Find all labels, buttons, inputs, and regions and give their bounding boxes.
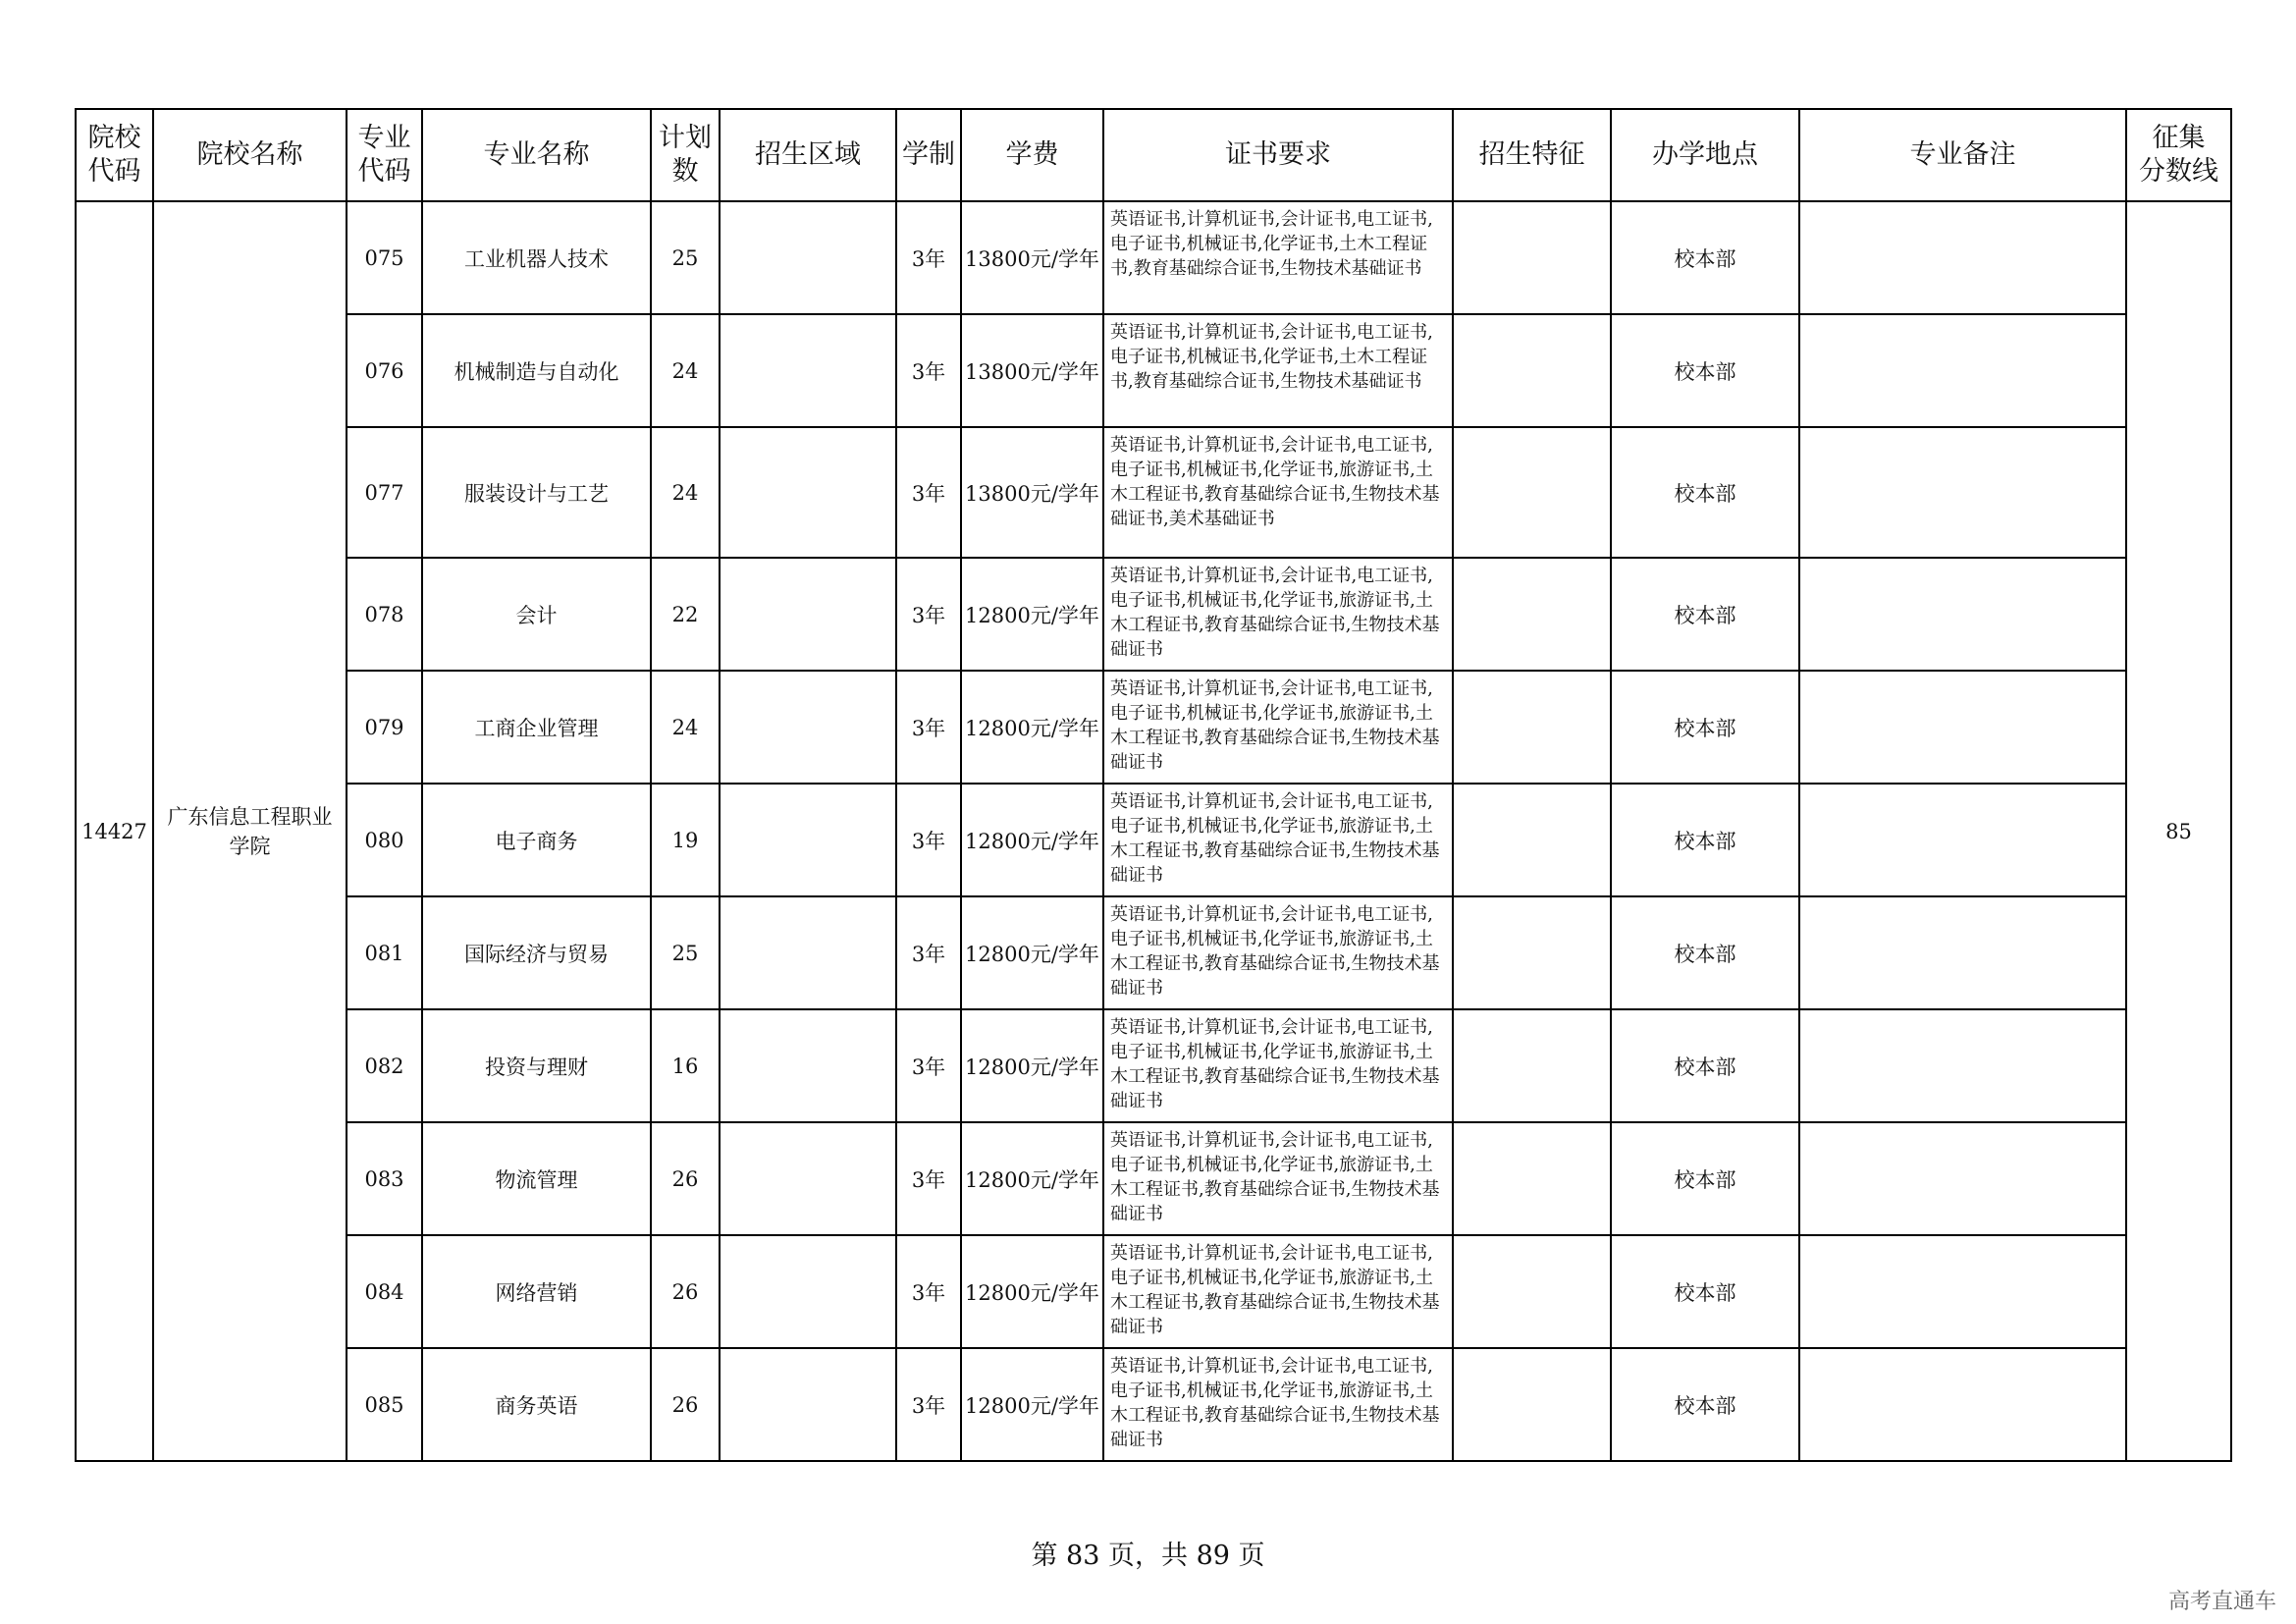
features-cell bbox=[1453, 1348, 1611, 1461]
location-cell: 校本部 bbox=[1611, 671, 1799, 784]
header-major-code: 专业 代码 bbox=[347, 109, 422, 201]
plan-count-cell: 26 bbox=[651, 1122, 720, 1235]
region-cell bbox=[720, 201, 896, 314]
region-cell bbox=[720, 1009, 896, 1122]
certificates-cell: 英语证书,计算机证书,会计证书,电工证书,电子证书,机械证书,化学证书,土木工程证书,教育基础综合证书,生物技术基础证书 bbox=[1103, 201, 1453, 314]
header-duration: 学制 bbox=[896, 109, 961, 201]
region-cell bbox=[720, 427, 896, 558]
location-cell: 校本部 bbox=[1611, 1009, 1799, 1122]
table-row bbox=[76, 896, 2231, 1009]
tuition-cell: 13800元/学年 bbox=[961, 427, 1103, 558]
features-cell bbox=[1453, 784, 1611, 896]
region-cell bbox=[720, 1235, 896, 1348]
table-row bbox=[76, 314, 2231, 427]
school-code-cell: 14427 bbox=[76, 201, 153, 1461]
major-name-cell: 国际经济与贸易 bbox=[422, 896, 651, 1009]
features-cell bbox=[1453, 314, 1611, 427]
duration-cell: 3年 bbox=[896, 896, 961, 1009]
region-cell bbox=[720, 558, 896, 671]
plan-count-cell: 19 bbox=[651, 784, 720, 896]
features-cell bbox=[1453, 671, 1611, 784]
tuition-cell: 12800元/学年 bbox=[961, 896, 1103, 1009]
remarks-cell bbox=[1799, 201, 2126, 314]
table-row bbox=[76, 1122, 2231, 1235]
major-code-cell: 083 bbox=[347, 1122, 422, 1235]
tuition-cell: 13800元/学年 bbox=[961, 201, 1103, 314]
certificates-cell: 英语证书,计算机证书,会计证书,电工证书,电子证书,机械证书,化学证书,旅游证书,土木工程证书,教育基础综合证书,生物技术基础证书 bbox=[1103, 671, 1453, 784]
region-cell bbox=[720, 1348, 896, 1461]
watermark-logo-text: 高考直通车 bbox=[2167, 1590, 2276, 1614]
major-code-cell: 076 bbox=[347, 314, 422, 427]
location-cell: 校本部 bbox=[1611, 427, 1799, 558]
header-certificates: 证书要求 bbox=[1103, 109, 1453, 201]
header-features: 招生特征 bbox=[1453, 109, 1611, 201]
plan-count-cell: 26 bbox=[651, 1348, 720, 1461]
region-cell bbox=[720, 671, 896, 784]
certificates-cell: 英语证书,计算机证书,会计证书,电工证书,电子证书,机械证书,化学证书,旅游证书,土木工程证书,教育基础综合证书,生物技术基础证书,美术基础证书 bbox=[1103, 427, 1453, 558]
major-code-cell: 085 bbox=[347, 1348, 422, 1461]
remarks-cell bbox=[1799, 558, 2126, 671]
header-plan-count: 计划 数 bbox=[651, 109, 720, 201]
location-cell: 校本部 bbox=[1611, 201, 1799, 314]
region-cell bbox=[720, 896, 896, 1009]
tuition-cell: 12800元/学年 bbox=[961, 1348, 1103, 1461]
certificates-cell: 英语证书,计算机证书,会计证书,电工证书,电子证书,机械证书,化学证书,旅游证书,土木工程证书,教育基础综合证书,生物技术基础证书 bbox=[1103, 1009, 1453, 1122]
remarks-cell bbox=[1799, 1009, 2126, 1122]
header-row bbox=[76, 109, 2231, 201]
major-name-cell: 网络营销 bbox=[422, 1235, 651, 1348]
remarks-cell bbox=[1799, 784, 2126, 896]
duration-cell: 3年 bbox=[896, 558, 961, 671]
region-cell bbox=[720, 1122, 896, 1235]
header-location: 办学地点 bbox=[1611, 109, 1799, 201]
certificates-cell: 英语证书,计算机证书,会计证书,电工证书,电子证书,机械证书,化学证书,旅游证书,土木工程证书,教育基础综合证书,生物技术基础证书 bbox=[1103, 896, 1453, 1009]
region-cell bbox=[720, 784, 896, 896]
table-row bbox=[76, 427, 2231, 558]
remarks-cell bbox=[1799, 896, 2126, 1009]
major-name-cell: 会计 bbox=[422, 558, 651, 671]
remarks-cell bbox=[1799, 1235, 2126, 1348]
remarks-cell bbox=[1799, 1122, 2126, 1235]
major-code-cell: 075 bbox=[347, 201, 422, 314]
header-major-name: 专业名称 bbox=[422, 109, 651, 201]
admission-table bbox=[75, 108, 2232, 1462]
features-cell bbox=[1453, 201, 1611, 314]
duration-cell: 3年 bbox=[896, 427, 961, 558]
plan-count-cell: 24 bbox=[651, 671, 720, 784]
table-row bbox=[76, 1235, 2231, 1348]
features-cell bbox=[1453, 427, 1611, 558]
major-name-cell: 投资与理财 bbox=[422, 1009, 651, 1122]
major-code-cell: 078 bbox=[347, 558, 422, 671]
plan-count-cell: 24 bbox=[651, 427, 720, 558]
features-cell bbox=[1453, 896, 1611, 1009]
major-code-cell: 084 bbox=[347, 1235, 422, 1348]
major-code-cell: 082 bbox=[347, 1009, 422, 1122]
location-cell: 校本部 bbox=[1611, 314, 1799, 427]
location-cell: 校本部 bbox=[1611, 1122, 1799, 1235]
major-name-cell: 物流管理 bbox=[422, 1122, 651, 1235]
major-name-cell: 工业机器人技术 bbox=[422, 201, 651, 314]
tuition-cell: 12800元/学年 bbox=[961, 671, 1103, 784]
table-row bbox=[76, 784, 2231, 896]
duration-cell: 3年 bbox=[896, 671, 961, 784]
location-cell: 校本部 bbox=[1611, 896, 1799, 1009]
major-name-cell: 服装设计与工艺 bbox=[422, 427, 651, 558]
header-remarks: 专业备注 bbox=[1799, 109, 2126, 201]
school-name-cell: 广东信息工程职业学院 bbox=[153, 201, 347, 1461]
major-code-cell: 079 bbox=[347, 671, 422, 784]
table-row bbox=[76, 1348, 2231, 1461]
features-cell bbox=[1453, 1009, 1611, 1122]
duration-cell: 3年 bbox=[896, 1235, 961, 1348]
major-name-cell: 电子商务 bbox=[422, 784, 651, 896]
certificates-cell: 英语证书,计算机证书,会计证书,电工证书,电子证书,机械证书,化学证书,旅游证书,土木工程证书,教育基础综合证书,生物技术基础证书 bbox=[1103, 1348, 1453, 1461]
major-code-cell: 080 bbox=[347, 784, 422, 896]
tuition-cell: 13800元/学年 bbox=[961, 314, 1103, 427]
tuition-cell: 12800元/学年 bbox=[961, 1235, 1103, 1348]
location-cell: 校本部 bbox=[1611, 1235, 1799, 1348]
certificates-cell: 英语证书,计算机证书,会计证书,电工证书,电子证书,机械证书,化学证书,旅游证书,土木工程证书,教育基础综合证书,生物技术基础证书 bbox=[1103, 784, 1453, 896]
header-school-name: 院校名称 bbox=[153, 109, 347, 201]
location-cell: 校本部 bbox=[1611, 784, 1799, 896]
duration-cell: 3年 bbox=[896, 314, 961, 427]
tuition-cell: 12800元/学年 bbox=[961, 1122, 1103, 1235]
header-tuition: 学费 bbox=[961, 109, 1103, 201]
cutoff-score-cell: 85 bbox=[2126, 201, 2231, 1461]
plan-count-cell: 24 bbox=[651, 314, 720, 427]
region-cell bbox=[720, 314, 896, 427]
tuition-cell: 12800元/学年 bbox=[961, 1009, 1103, 1122]
duration-cell: 3年 bbox=[896, 1348, 961, 1461]
header-cutoff: 征集 分数线 bbox=[2126, 109, 2231, 201]
location-cell: 校本部 bbox=[1611, 558, 1799, 671]
certificates-cell: 英语证书,计算机证书,会计证书,电工证书,电子证书,机械证书,化学证书,旅游证书,土木工程证书,教育基础综合证书,生物技术基础证书 bbox=[1103, 558, 1453, 671]
duration-cell: 3年 bbox=[896, 1009, 961, 1122]
table-row bbox=[76, 201, 2231, 314]
remarks-cell bbox=[1799, 1348, 2126, 1461]
major-name-cell: 商务英语 bbox=[422, 1348, 651, 1461]
plan-count-cell: 22 bbox=[651, 558, 720, 671]
major-code-cell: 081 bbox=[347, 896, 422, 1009]
remarks-cell bbox=[1799, 427, 2126, 558]
tuition-cell: 12800元/学年 bbox=[961, 784, 1103, 896]
duration-cell: 3年 bbox=[896, 1122, 961, 1235]
plan-count-cell: 25 bbox=[651, 201, 720, 314]
header-region: 招生区域 bbox=[720, 109, 896, 201]
header-school-code: 院校 代码 bbox=[76, 109, 153, 201]
major-name-cell: 机械制造与自动化 bbox=[422, 314, 651, 427]
plan-count-cell: 26 bbox=[651, 1235, 720, 1348]
certificates-cell: 英语证书,计算机证书,会计证书,电工证书,电子证书,机械证书,化学证书,土木工程证书,教育基础综合证书,生物技术基础证书 bbox=[1103, 314, 1453, 427]
duration-cell: 3年 bbox=[896, 201, 961, 314]
tuition-cell: 12800元/学年 bbox=[961, 558, 1103, 671]
major-code-cell: 077 bbox=[347, 427, 422, 558]
table-row bbox=[76, 558, 2231, 671]
page-number: 第 83 页，共 89 页 bbox=[1031, 1541, 1265, 1571]
features-cell bbox=[1453, 558, 1611, 671]
remarks-cell bbox=[1799, 671, 2126, 784]
remarks-cell bbox=[1799, 314, 2126, 427]
table-row bbox=[76, 671, 2231, 784]
certificates-cell: 英语证书,计算机证书,会计证书,电工证书,电子证书,机械证书,化学证书,旅游证书,土木工程证书,教育基础综合证书,生物技术基础证书 bbox=[1103, 1122, 1453, 1235]
duration-cell: 3年 bbox=[896, 784, 961, 896]
features-cell bbox=[1453, 1235, 1611, 1348]
major-name-cell: 工商企业管理 bbox=[422, 671, 651, 784]
location-cell: 校本部 bbox=[1611, 1348, 1799, 1461]
features-cell bbox=[1453, 1122, 1611, 1235]
certificates-cell: 英语证书,计算机证书,会计证书,电工证书,电子证书,机械证书,化学证书,旅游证书,土木工程证书,教育基础综合证书,生物技术基础证书 bbox=[1103, 1235, 1453, 1348]
plan-count-cell: 16 bbox=[651, 1009, 720, 1122]
plan-count-cell: 25 bbox=[651, 896, 720, 1009]
table-row bbox=[76, 1009, 2231, 1122]
